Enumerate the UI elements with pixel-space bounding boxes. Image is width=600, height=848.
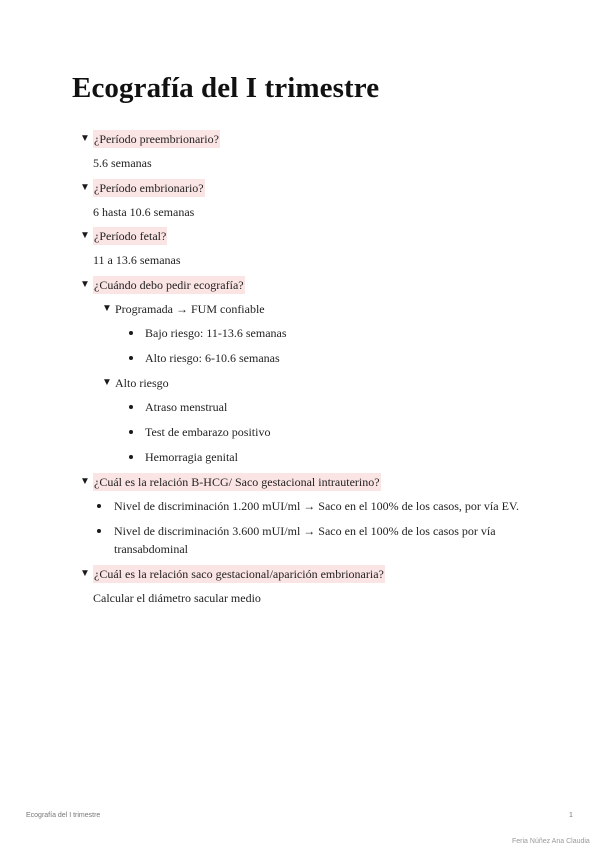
toggle-question: ¿Cuál es la relación B-HCG/ Saco gestacional intrauterino? bbox=[94, 474, 380, 489]
toggle-question: ¿Período embrionario? bbox=[94, 180, 204, 195]
toggle-triangle-icon[interactable]: ▼ bbox=[80, 567, 90, 579]
subtoggle-label: Alto riesgo bbox=[115, 375, 169, 390]
toggle-preembrionario[interactable] bbox=[80, 130, 550, 172]
page-number: 1 bbox=[569, 812, 573, 819]
toggle-relacion-bhcg[interactable] bbox=[80, 473, 550, 558]
list-item: Atraso menstrual bbox=[125, 398, 550, 416]
list-item: Test de embarazo positivo bbox=[125, 423, 550, 441]
toggle-answer: 5.6 semanas bbox=[93, 156, 152, 170]
toggle-question: ¿Cuándo debo pedir ecografía? bbox=[94, 277, 244, 292]
bullet-list bbox=[93, 497, 550, 558]
watermark: Feria Núñez Ana Claudia bbox=[512, 838, 590, 845]
toggle-answer: Calcular el diámetro sacular medio bbox=[93, 590, 261, 605]
toggle-relacion-saco[interactable] bbox=[80, 565, 550, 607]
page-title: Ecografía del I trimestre bbox=[72, 72, 380, 104]
toggle-question: ¿Período preembrionario? bbox=[94, 132, 219, 146]
toggle-answer: 11 a 13.6 semanas bbox=[93, 253, 181, 267]
subtoggle-alto-riesgo[interactable] bbox=[102, 374, 550, 466]
toggle-triangle-icon[interactable]: ▼ bbox=[102, 302, 112, 314]
bullet-list bbox=[125, 324, 550, 367]
list-item: Nivel de discriminación 1.200 mUI/ml → Saco en el 100% de los casos, por vía EV. bbox=[93, 497, 550, 515]
subtoggle-programada[interactable] bbox=[102, 300, 550, 367]
bullet-list bbox=[125, 398, 550, 466]
list-item: Bajo riesgo: 11-13.6 semanas bbox=[125, 324, 550, 342]
list-item: Alto riesgo: 6-10.6 semanas bbox=[125, 349, 550, 367]
toggle-triangle-icon[interactable]: ▼ bbox=[102, 376, 112, 388]
list-item: Nivel de discriminación 3.600 mUI/ml → Saco en el 100% de los casos por vía transabdominal bbox=[93, 522, 550, 558]
toggle-cuando-ecografia[interactable] bbox=[80, 276, 550, 466]
document-body bbox=[80, 130, 550, 613]
toggle-triangle-icon[interactable]: ▼ bbox=[80, 133, 90, 144]
list-item: Hemorragia genital bbox=[125, 448, 550, 466]
toggle-question: ¿Período fetal? bbox=[94, 229, 167, 243]
toggle-embrionario[interactable] bbox=[80, 179, 550, 221]
toggle-fetal[interactable] bbox=[80, 227, 550, 269]
toggle-triangle-icon[interactable]: ▼ bbox=[80, 475, 90, 487]
subtoggle-label: Programada → FUM confiable bbox=[115, 301, 265, 316]
toggle-answer: 6 hasta 10.6 semanas bbox=[93, 204, 195, 219]
toggle-question: ¿Cuál es la relación saco gestacional/aparición embrionaria? bbox=[94, 566, 384, 581]
toggle-triangle-icon[interactable]: ▼ bbox=[80, 278, 90, 290]
toggle-triangle-icon[interactable]: ▼ bbox=[80, 181, 90, 193]
toggle-triangle-icon[interactable]: ▼ bbox=[80, 230, 90, 241]
footer-title: Ecografía del I trimestre bbox=[26, 812, 101, 819]
